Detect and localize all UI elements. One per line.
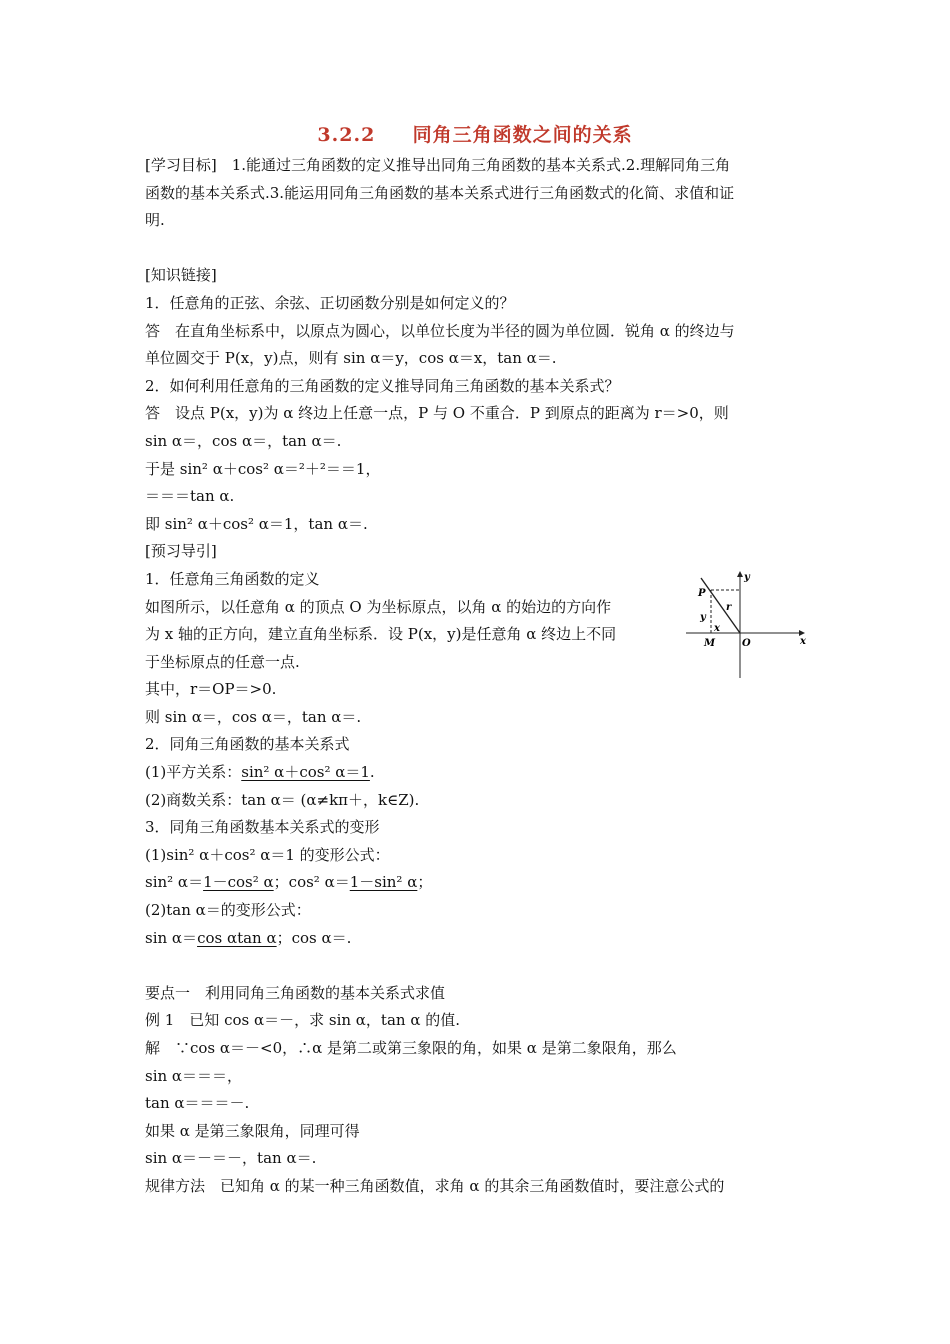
label-x: x [800, 636, 806, 647]
variant-line: sin α＝cos αtan α；cos α＝. [145, 928, 352, 947]
answer-1-line: 答 在直角坐标系中，以原点为圆心，以单位长度为半径的圆为单位圆．锐角 α 的终边与 [145, 321, 735, 340]
answer-1-line: 单位圆交于 P(x，y)点，则有 sin α＝y，cos α＝x，tan α＝. [145, 349, 557, 368]
filled-answer: 1－sin² α [349, 873, 418, 892]
page-title [0, 120, 950, 147]
definition-line: 为 x 轴的正方向，建立直角坐标系．设 P(x，y)是任意角 α 终边上不同 [145, 625, 617, 644]
square-relation: (1)平方关系：sin² α＋cos² α＝1. [145, 763, 375, 782]
solution-line: 解 ∵cos α＝－<0，∴α 是第二或第三象限的角，如果 α 是第二象限角，那么 [145, 1039, 677, 1057]
filled-answer: 1－cos² α [203, 873, 274, 892]
answer-2-line: sin α＝，cos α＝，tan α＝. [145, 431, 342, 450]
variant-line: (1)sin² α＋cos² α＝1 的变形公式： [145, 845, 390, 864]
label-seg-x: x [714, 623, 720, 634]
answer-2-line: ＝＝＝tan α. [145, 487, 235, 506]
example-1: 例 1 已知 cos α＝－，求 sin α，tan α 的值. [145, 1011, 460, 1030]
definition-line: 则 sin α＝，cos α＝，tan α＝. [145, 707, 362, 726]
label-seg-y: y [700, 612, 706, 623]
definition-line: 如图所示，以任意角 α 的顶点 O 为坐标原点，以角 α 的始边的方向作 [145, 597, 612, 616]
solution-line: sin α＝－＝－，tan α＝. [145, 1149, 317, 1168]
label-m: M [704, 638, 716, 649]
question-1: 1．任意角的正弦、余弦、正切函数分别是如何定义的？ [145, 293, 515, 312]
key-point-heading: 要点一 利用同角三角函数的基本关系式求值 [145, 983, 446, 1002]
answer-2-line: 于是 sin² α＋cos² α＝²＋²＝＝1， [145, 459, 381, 478]
answer-2-line: 答 设点 P(x，y)为 α 终边上任意一点，P 与 O 不重合．P 到原点的距离为 r＝>0，则 [145, 404, 729, 423]
preview-heading: [预习导引] [145, 542, 217, 561]
answer-2-line: 即 sin² α＋cos² α＝1，tan α＝. [145, 514, 368, 533]
filled-answer: cos αtan α [197, 928, 277, 947]
solution-line: 如果 α 是第三象限角，同理可得 [145, 1121, 360, 1140]
label-p: P [698, 588, 706, 599]
label-r: r [726, 602, 732, 613]
coordinate-figure [684, 566, 814, 678]
quotient-relation: (2)商数关系：tan α＝ (α≠kπ＋，k∈Z). [145, 790, 420, 809]
variant-line: sin² α＝1－cos² α；cos² α＝1－sin² α； [145, 873, 433, 892]
variant-line: (2)tan α＝的变形公式： [145, 901, 311, 920]
question-2: 2．如何利用任意角的三角函数的定义推导同角三角函数的基本关系式？ [145, 376, 620, 395]
solution-line: sin α＝＝＝， [145, 1066, 243, 1085]
filled-answer: sin² α＋cos² α＝1 [241, 763, 370, 782]
label-o: O [742, 638, 751, 649]
objectives-line: [学习目标] 1.能通过三角函数的定义推导出同角三角函数的基本关系式.2.理解同角三角 [145, 156, 731, 174]
terminal-side [701, 578, 740, 633]
definition-line: 于坐标原点的任意一点. [145, 652, 300, 671]
method-line: 规律方法 已知角 α 的某一种三角函数值，求角 α 的其余三角函数值时，要注意公式的 [145, 1176, 725, 1195]
subheading-1: 1．任意角三角函数的定义 [145, 569, 320, 588]
subheading-2: 2．同角三角函数的基本关系式 [145, 735, 350, 754]
label-y: y [744, 572, 750, 583]
solution-line: tan α＝＝＝－. [145, 1094, 250, 1113]
objectives-line: 明. [145, 211, 165, 230]
definition-line: 其中，r＝OP＝>0. [145, 680, 277, 699]
objectives-line: 函数的基本关系式.3.能运用同角三角函数的基本关系式进行三角函数式的化简、求值和证 [145, 183, 735, 202]
section-number: 3.2.2 [317, 124, 376, 146]
knowledge-heading: [知识链接] [145, 266, 217, 285]
subheading-3: 3．同角三角函数基本关系式的变形 [145, 818, 380, 837]
section-title: 同角三角函数之间的关系 [412, 124, 633, 146]
